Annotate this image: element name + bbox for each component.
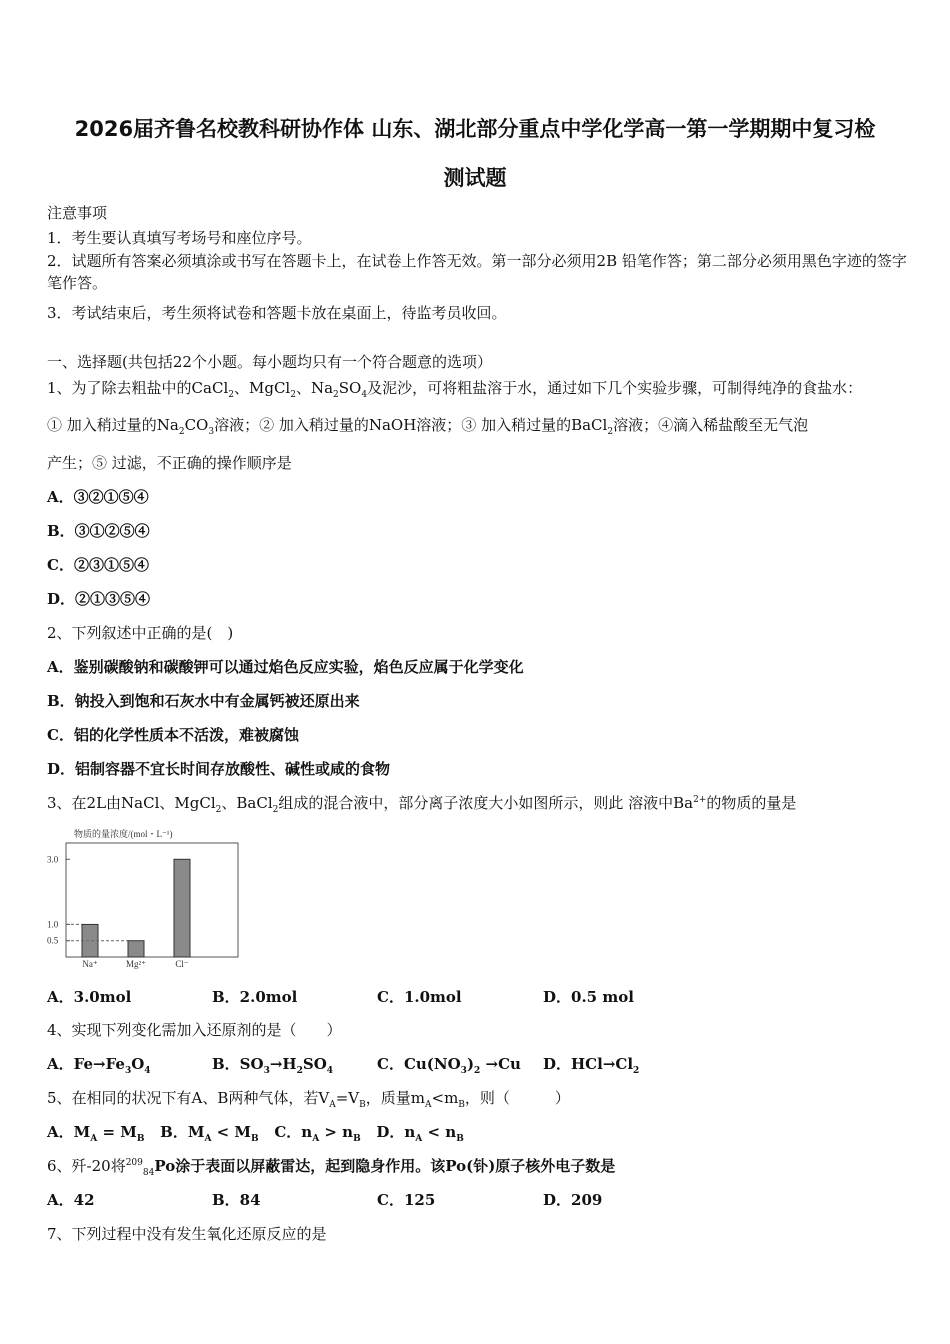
section-heading: 一、选择题(共包括22个小题。每小题均只有一个符合题意的选项） <box>47 353 492 371</box>
x-tick-label: Mg²⁺ <box>126 959 146 969</box>
bar-0 <box>82 924 98 957</box>
q5-option-d: D．$n_A < n_B$ <box>376 1123 464 1144</box>
q3-option-a: A．3.0mol <box>47 988 132 1006</box>
notice-item-1: 1．考生要认真填写考场号和座位序号。 <box>47 229 312 247</box>
x-tick-label: Cl⁻ <box>175 959 189 969</box>
q4-stem: 4、实现下列变化需加入还原剂的是（ ） <box>47 1021 342 1039</box>
notice-heading: 注意事项 <box>47 204 108 222</box>
q4-option-a: A．$Fe\to Fe_3O_4$ <box>47 1055 151 1076</box>
q5-stem: 5、在相同的状况下有A、B两种气体，若$V_A=V_B$，质量$m_A<m_B$，则（ ） <box>47 1089 570 1110</box>
q2-option-a: A．鉴别碳酸钠和碳酸钾可以通过焰色反应实验，焰色反应属于化学变化 <box>47 658 524 676</box>
q1-stem-line-3: 产生；⑤ 过滤，不正确的操作顺序是 <box>47 454 292 472</box>
q5-option-a: A．$M_A = M_B$ <box>47 1123 145 1144</box>
q1-stem-line-2: ① 加入稍过量的$Na_2CO_3$溶液；② 加入稍过量的NaOH溶液；③ 加入稍过量的BaCl$_2$溶液；④滴入稀盐酸至无气泡 <box>47 416 809 437</box>
q6-stem: 6、歼-20将$^{209}_{84}$Po涂于表面以屏蔽雷达，起到隐身作用。该Po(钋)原子核外电子数是 <box>47 1157 616 1178</box>
q4-option-c: C．$Cu(NO_3)_2 \to Cu$ <box>377 1055 521 1076</box>
y-tick-label: 0.5 <box>47 935 59 946</box>
y-tick-label: 3.0 <box>47 854 59 865</box>
title-line-1: 2026届齐鲁名校教科研协作体 山东、湖北部分重点中学化学高一第一学期期中复习检 <box>74 117 876 141</box>
q3-option-b: B．2.0mol <box>212 988 298 1006</box>
y-tick-label: 1.0 <box>47 919 59 930</box>
q3-option-c: C．1.0mol <box>377 988 462 1006</box>
q1-stem-line-1: 1、为了除去粗盐中的CaCl$_2$、MgCl$_2$、$Na_2SO_4$及泥沙，可将粗盐溶于水，通过如下几个实验步骤，可制得纯净的食盐水： <box>47 379 863 400</box>
ion-concentration-chart <box>44 826 244 976</box>
q2-option-c: C．铝的化学性质本不活泼，难被腐蚀 <box>47 726 299 744</box>
q2-stem: 2、下列叙述中正确的是( ) <box>47 624 234 642</box>
q6-option-b: B．84 <box>212 1191 261 1209</box>
q3-stem: 3、在2L由NaCl、MgCl$_2$、BaCl$_2$组成的混合液中，部分离子浓度大小如图所示，则此 溶液中$Ba^{2+}$的物质的量是 <box>47 794 797 815</box>
q1-option-c: C．②③①⑤④ <box>47 556 149 574</box>
q1-option-d: D．②①③⑤④ <box>47 590 151 608</box>
q2-option-b: B．钠投入到饱和石灰水中有金属钙被还原出来 <box>47 692 360 710</box>
q1-option-b: B．③①②⑤④ <box>47 522 150 540</box>
title-line-2: 测试题 <box>443 166 507 190</box>
q5-option-c: C．$n_A > n_B$ <box>274 1123 361 1144</box>
bar-2 <box>174 859 190 957</box>
q7-stem: 7、下列过程中没有发生氧化还原反应的是 <box>47 1225 327 1243</box>
bar-1 <box>128 941 144 957</box>
notice-item-3: 3．考试结束后，考生须将试卷和答题卡放在桌面上，待监考员收回。 <box>47 304 507 322</box>
q2-option-d: D．铝制容器不宜长时间存放酸性、碱性或咸的食物 <box>47 760 391 778</box>
q6-option-c: C．125 <box>377 1191 436 1209</box>
q1-option-a: A．③②①⑤④ <box>47 488 149 506</box>
chart-title: 物质的量浓度/(mol・L⁻¹) <box>74 829 173 839</box>
q6-option-d: D．209 <box>543 1191 603 1209</box>
q3-option-d: D．0.5 mol <box>543 988 634 1006</box>
q4-option-d: D．$HCl\to Cl_2$ <box>543 1055 640 1076</box>
q6-option-a: A．42 <box>47 1191 95 1209</box>
q5-option-b: B．$M_A < M_B$ <box>160 1123 259 1144</box>
notice-item-2: 2．试题所有答案必须填涂或书写在答题卡上，在试卷上作答无效。第一部分必须用2B 铅笔作答；第二部分必须用黑色字迹的签字笔作答。 <box>47 252 907 292</box>
q5-options <box>47 1121 464 1144</box>
x-tick-label: Na⁺ <box>82 959 98 969</box>
q4-option-b: B．$SO_3\to H_2SO_4$ <box>212 1055 334 1076</box>
